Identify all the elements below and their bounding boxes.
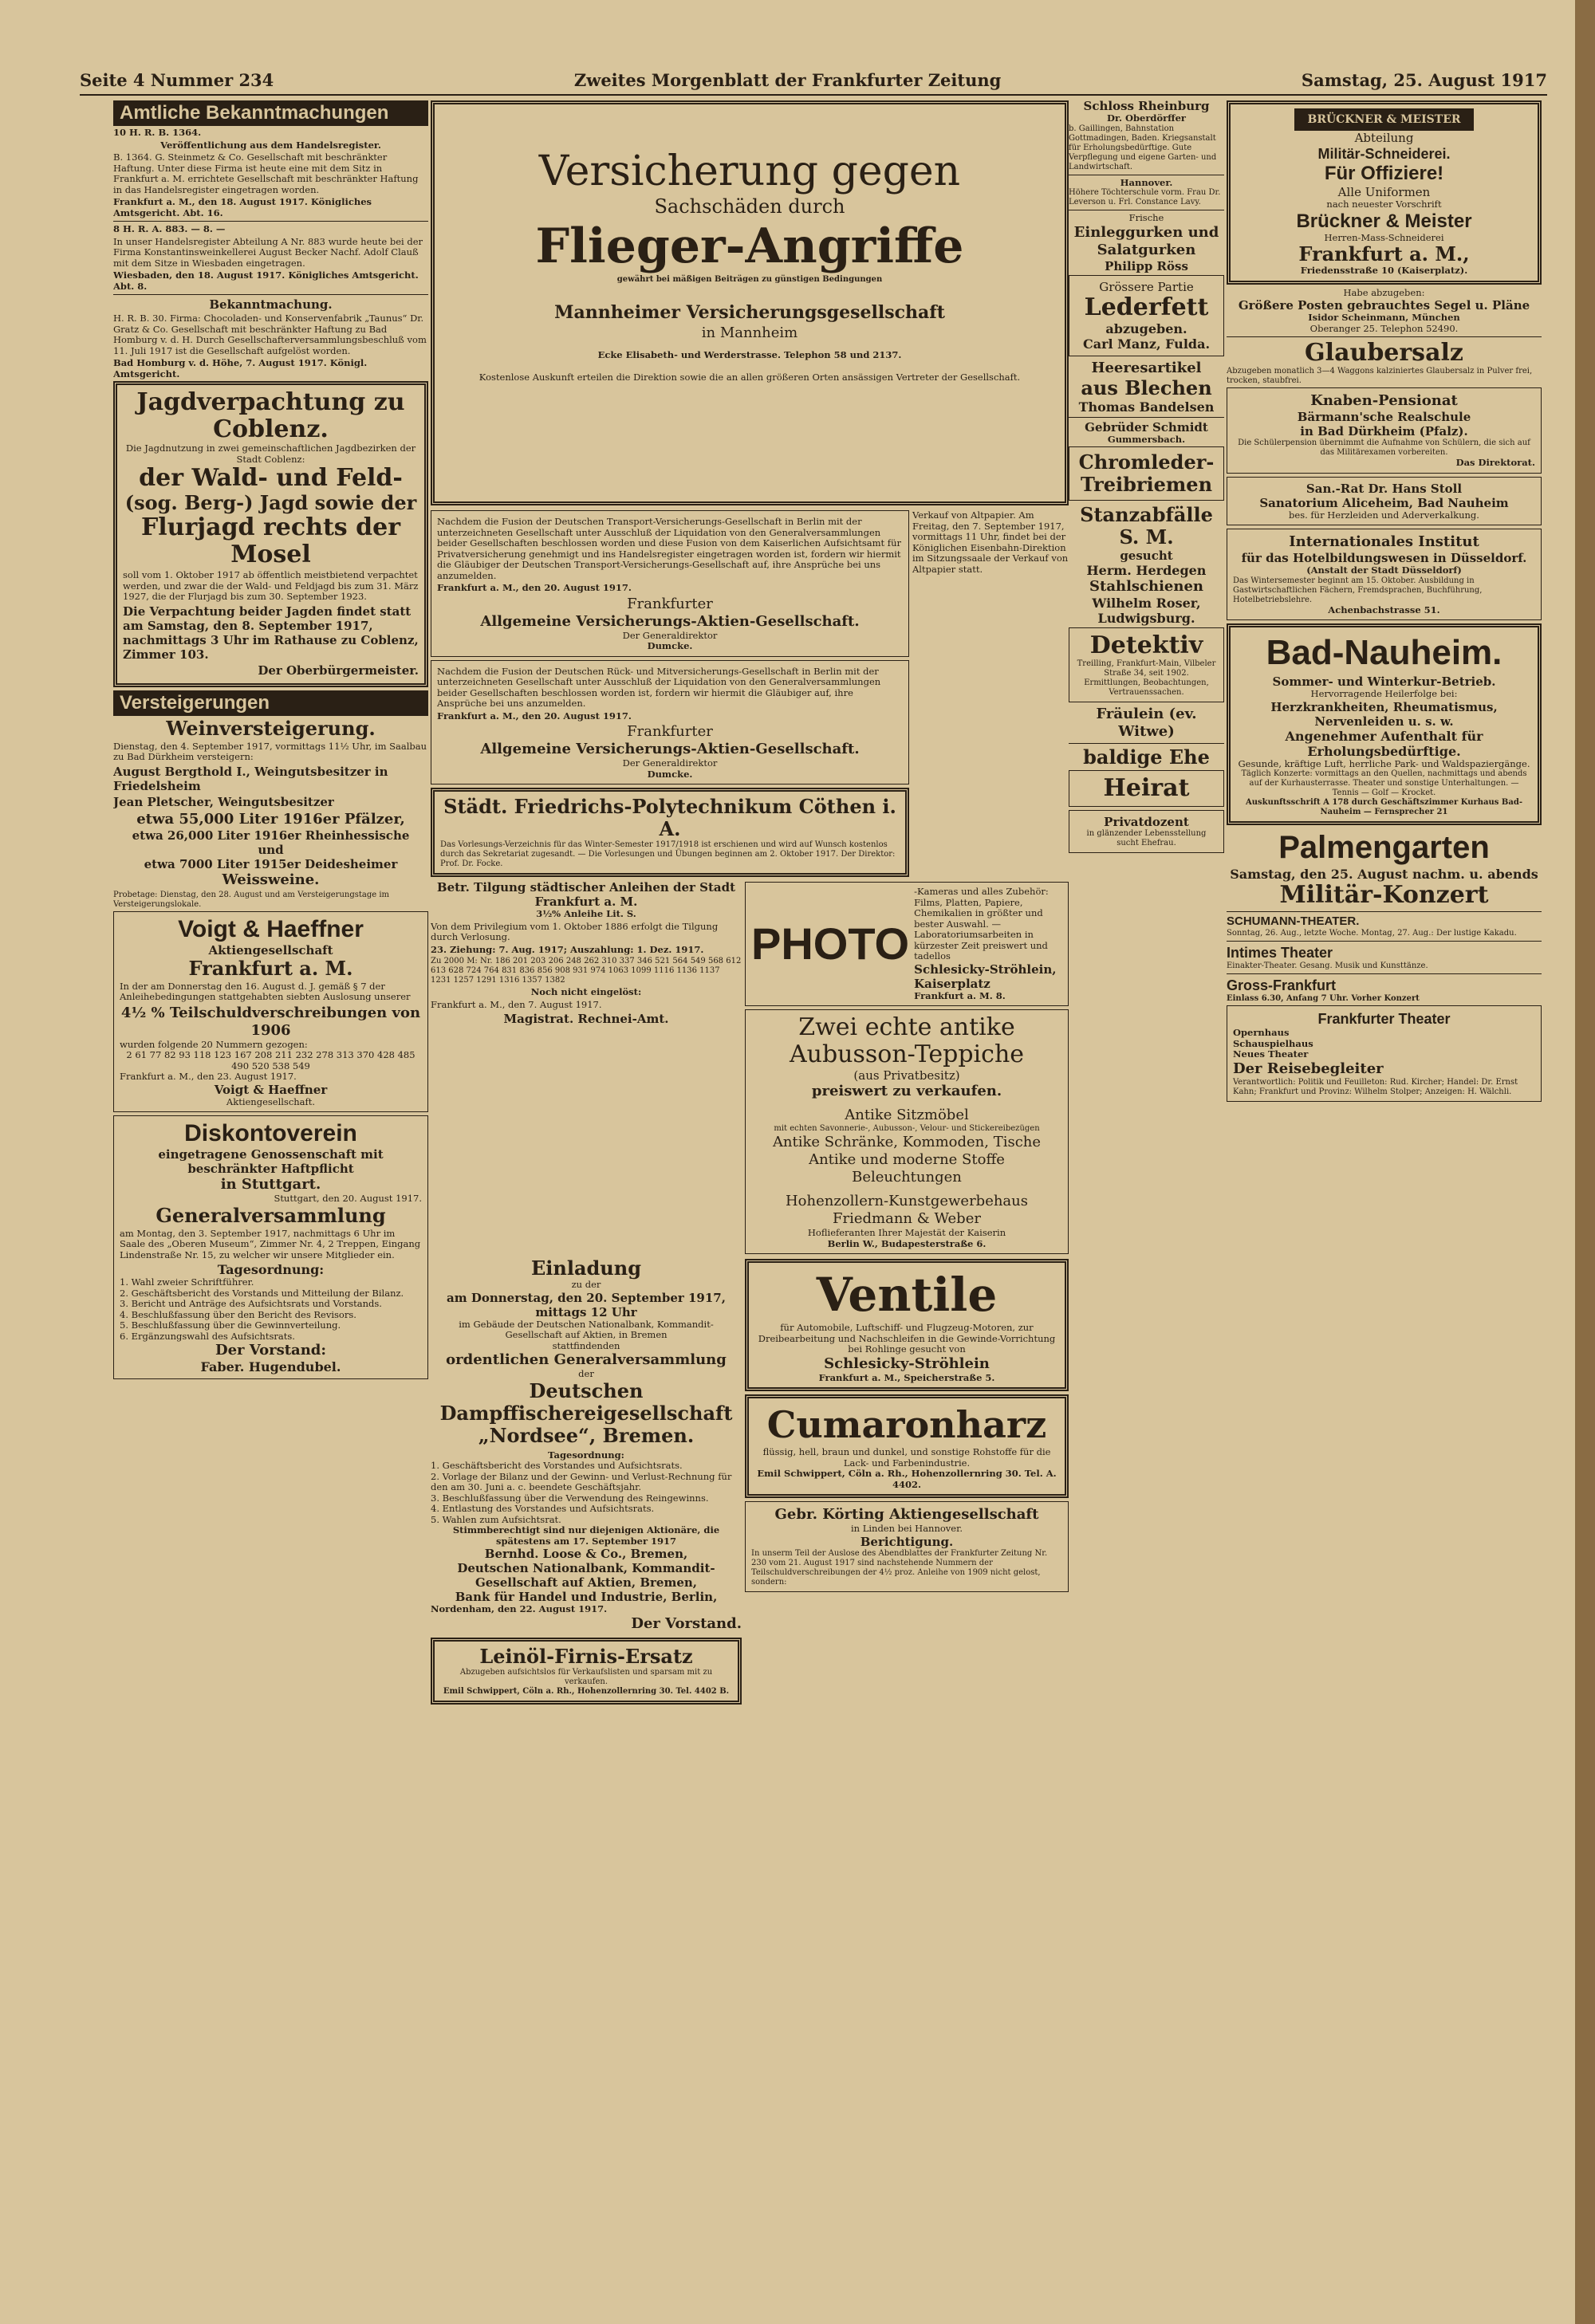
schloss-text: b. Gaillingen, Bahnstation Gottmadingen, Baden. Kriegsanstalt für Erholungsbedürftige. Gute Verpflegung und eigene Garten- und Landwirtschaft. — [1069, 124, 1217, 171]
schum-text: Sonntag, 26. Aug., letzte Woche. Montag, 27. Aug.: Der lustige Kakadu. — [1227, 929, 1517, 938]
br-herr: Herren-Mass-Schneiderei — [1324, 231, 1444, 243]
heer-co: Thomas Bandelsen — [1078, 399, 1215, 415]
vers-big: Flieger-Angriffe — [535, 218, 964, 274]
side-note-text: Verkauf von Altpapier. Am Freitag, den 7. September 1917, vormittags 11 Uhr, findet bei der Königlichen Eisenbahn-Direktion im Sitzungssaale der Verkauf von Altpapier statt. — [912, 509, 1069, 575]
vers-city: in Mannheim — [701, 324, 798, 341]
voigt-sig1: Frankfurt a. M., den 23. August 1917. — [120, 1071, 297, 1082]
palm-date: Samstag, den 25. August nachm. u. abends — [1230, 867, 1538, 882]
fus1-dir: Der Generaldirektor — [622, 629, 718, 641]
einl-bank1: Bernhd. Loose & Co., Bremen, — [484, 1547, 688, 1561]
side-notes — [912, 509, 1069, 880]
notice-hrb2 — [113, 224, 428, 292]
ad-einladung — [431, 1257, 742, 1708]
ad-lederfett — [1069, 275, 1224, 356]
column-4 — [1227, 99, 1542, 2292]
stahl-title: Stahlschienen — [1089, 578, 1203, 595]
knab-sig: Das Direktorat. — [1455, 457, 1535, 468]
poly-text: Das Vorlesungs-Verzeichnis für das Winter-Semester 1917/1918 ist erschienen und wird auf Wunsch kostenlos durch das Sekretariat zugesandt. — Die Vorlesungen und Übungen beginnen am 2. Oktober 1917. Der Direktor: Prof. Dr. Focke. — [440, 840, 896, 868]
einl-der: der — [578, 1368, 594, 1379]
ad-voigt-haeffner — [113, 911, 428, 1113]
einl-stat: stattfindenden — [552, 1339, 620, 1351]
photo-city: Frankfurt a. M. 8. — [914, 989, 1006, 1001]
vers-sub: Sachschäden durch — [654, 195, 845, 218]
ad-leinoel — [431, 1638, 742, 1705]
lein-co: Emil Schwippert, Cöln a. Rh., Hohenzollernring 30. Tel. 4402 B. — [443, 1686, 730, 1696]
br-city: Frankfurt a. M., — [1298, 242, 1470, 265]
disk-item: 1. Wahl zweier Schriftführer. — [120, 1276, 254, 1288]
photo-big: PHOTO — [751, 918, 910, 969]
br-uni: Alle Uniformen — [1337, 185, 1431, 199]
int-sub: für das Hotelbildungswesen in Düsseldorf. — [1241, 551, 1527, 565]
led-2: Lederfett — [1084, 293, 1209, 321]
kort-title: Gebr. Körting Aktiengesellschaft — [774, 1506, 1039, 1523]
column-1 — [113, 99, 428, 2292]
aub-addr: Berlin W., Budapesterstraße 6. — [827, 1237, 987, 1249]
fus2-text: Nachdem die Fusion der Deutschen Rück- und Mitversicherungs-Gesellschaft in Berlin mit der unterzeichneten Gesellschaft unter Ausschluß der Liquidation von den Generalversammlungen beider Gesellschaften beschlossen worden ist, fordern wir hiermit die Gläubiger auf, ihre Ansprüche bei uns anzumelden. — [437, 665, 881, 709]
fus2-co1: Frankfurter — [627, 723, 713, 740]
br-off: Für Offiziere! — [1324, 163, 1444, 184]
notice-hrb2-sig: Wiesbaden, den 18. August 1917. Königliches Amtsgericht. Abt. 8. — [113, 269, 419, 292]
notice-hrb2-no: 8 H. R. A. 883. — 8. — — [113, 223, 226, 234]
fus1-co1: Frankfurter — [627, 595, 713, 612]
fus1-co2: Allgemeine Versicherungs-Aktien-Gesellschaft. — [480, 612, 860, 630]
san-title: San.-Rat Dr. Hans Stoll — [1306, 481, 1463, 496]
vers-foot: Kostenlose Auskunft erteilen die Direktion sowie die an allen größeren Orten ansässigen Vertreter der Gesellschaft. — [478, 371, 1021, 383]
bad-ang: Angenehmer Aufenthalt für Erholungsbedürftige. — [1285, 728, 1483, 759]
row-einladung-ventile — [431, 1257, 1069, 1708]
poly-title: Städt. Friedrichs-Polytechnikum Cöthen i. A. — [443, 795, 896, 840]
led-co: Carl Manz, Fulda. — [1082, 336, 1211, 352]
knab-title: Knaben-Pensionat — [1310, 392, 1458, 409]
schloss-sub: Dr. Oberdörffer — [1106, 112, 1186, 124]
ad-heeresartikel — [1069, 360, 1224, 415]
vers-small: gewährt bei mäßigen Beiträgen zu günstigen Bedingungen — [616, 275, 883, 284]
knab-city: in Bad Dürkheim (Pfalz). — [1300, 424, 1468, 438]
einl-bank2: Deutschen Nationalbank, Kommandit-Gesellschaft auf Aktien, Bremen, — [457, 1561, 715, 1590]
hann-text: Höhere Töchterschule vorm. Frau Dr. Leverson u. Frl. Constance Lavy. — [1069, 188, 1221, 206]
notice-bekanntmachung — [113, 297, 428, 379]
aub-pr: preiswert zu verkaufen. — [811, 1083, 1002, 1099]
wein-foot: Probetage: Dienstag, den 28. August und am Versteigerungstage im Versteigerungslokale. — [113, 890, 390, 909]
palm-konz: Militär-Konzert — [1279, 881, 1489, 909]
einl-bank3: Bank für Handel und Industrie, Berlin, — [455, 1590, 718, 1604]
disk-sig: Der Vorstand: — [215, 1342, 327, 1359]
wein-text: Dienstag, den 4. September 1917, vormittags 11½ Uhr, im Saalbau zu Bad Dürkheim versteigern: — [113, 740, 427, 762]
einl-item: 2. Vorlage der Bilanz und der Gewinn- und Verlust-Rechnung für den am 30. Juni a. c. beendete Geschäftsjahr. — [431, 1470, 732, 1492]
aub-l1: Antike Sitzmöbel — [845, 1107, 969, 1123]
jagd-sig: Der Oberbürgermeister. — [258, 663, 419, 678]
til-mag: Magistrat. Rechnei-Amt. — [503, 1012, 669, 1026]
aub-title2: Aubusson-Teppiche — [789, 1040, 1025, 1068]
jagd-big3: Flurjagd rechts der Mosel — [140, 513, 401, 568]
header-left: Seite 4 Nummer 234 — [80, 70, 274, 90]
jagd-title: Jagdverpachtung zu Coblenz. — [136, 388, 405, 443]
priv-title: Privatdozent — [1104, 815, 1189, 829]
row-fusion-stanz — [431, 509, 1069, 880]
det-title: Detektiv — [1089, 631, 1203, 659]
fth-title: Frankfurter Theater — [1317, 1011, 1451, 1027]
til-zieh: 23. Ziehung: 7. Aug. 1917; Auszahlung: 1. Dez. 1917. — [431, 943, 704, 955]
aub-co: Hohenzollern-Kunstgewerbehaus — [785, 1193, 1028, 1209]
voigt-nums: 2 61 77 82 93 118 123 167 208 211 232 278 313 370 428 485 490 520 538 549 — [126, 1049, 415, 1072]
int-text: Das Wintersemester beginnt am 15. Oktober. Ausbildung in Gastwirtschaftlichen Fächern, Fremdsprachen, Buchführung, Hotelbetriebslehre. — [1233, 576, 1483, 604]
einl-item: 4. Entlastung des Vorstandes und Aufsichtsrats. — [431, 1503, 655, 1514]
ad-institut — [1227, 529, 1542, 620]
ad-knabenpensionat — [1227, 387, 1542, 474]
ad-gurken — [1069, 213, 1224, 273]
gross-title: Gross-Frankfurt — [1227, 977, 1337, 993]
voigt-sig3: Aktiengesellschaft. — [226, 1095, 316, 1107]
ad-jagdverpachtung — [113, 381, 428, 687]
led-3: abzugeben. — [1105, 320, 1187, 336]
fth-schau: Schauspielhaus — [1233, 1037, 1313, 1049]
jagd-text: soll vom 1. Oktober 1917 ab öffentlich meistbietend verpachtet werden, und zwar die der Wald- und Feldjagd bis zum 31. März 1927, die der Flurjagd bis zum 30. September 1923. — [123, 569, 419, 602]
cuma-big: Cumaronharz — [766, 1403, 1047, 1446]
ad-weinversteigerung — [113, 718, 428, 910]
knab-sub: Bärmann'sche Realschule — [1297, 410, 1471, 424]
page-header — [80, 70, 1547, 96]
segel-co: Isidor Scheinmann, München — [1308, 312, 1460, 323]
bad-text: Hervorragende Heilerfolge bei: — [1310, 688, 1458, 699]
ad-palmengarten — [1227, 828, 1542, 909]
voigt-title: Voigt & Haeffner — [178, 915, 364, 942]
disk-item: 4. Beschlußfassung über den Bericht des Revisors. — [120, 1308, 356, 1320]
ad-stahlschienen — [1069, 578, 1224, 626]
photo-text: -Kameras und alles Zubehör: Films, Platten, Papiere, Chemikalien in größter und bester Auswahl. — Laboratoriumsarbeiten in kürzester Zeit preiswert und tadellos — [914, 886, 1049, 961]
ad-ehe — [1069, 746, 1224, 769]
disk-sub: eingetragene Genossenschaft mit beschränkter Haftpflicht — [158, 1147, 384, 1176]
ad-ventile — [745, 1259, 1069, 1391]
stanz-title: Stanzabfälle S. M. — [1080, 503, 1213, 549]
knab-text: Die Schülerpension übernimmt die Aufnahme von Schülern, die sich auf das Militärexamen vorbereiten. — [1238, 438, 1530, 457]
tilgung-block — [431, 880, 742, 1257]
int-addr: Achenbachstrasse 51. — [1328, 604, 1440, 615]
til-sig: Frankfurt a. M., den 7. August 1917. — [431, 998, 602, 1010]
voigt-text2: wurden folgende 20 Nummern gezogen: — [120, 1038, 308, 1050]
disk-item: 3. Bericht und Anträge des Aufsichtsrats und Vorstands. — [120, 1298, 382, 1309]
einl-city: Nordenham, den 22. August 1917. — [431, 1603, 608, 1614]
chrom-2: Treibriemen — [1080, 473, 1213, 496]
br-mil: Militär-Schneiderei. — [1317, 146, 1451, 162]
led-1: Grössere Partie — [1099, 279, 1194, 294]
segel-title: Habe abzugeben: — [1343, 286, 1425, 298]
ad-sanatorium — [1227, 477, 1542, 526]
cuma-co: Emil Schwippert, Cöln a. Rh., Hohenzollernring 30. Tel. A. 4402. — [757, 1468, 1057, 1490]
ad-stanzabfaelle — [1069, 504, 1224, 578]
row-tilgung-photo — [431, 880, 1069, 1257]
glauber-text: Abzugeben monatlich 3—4 Waggons kalziniertes Glaubersalz in Pulver frei, trocken, staubfrei. — [1227, 367, 1533, 385]
vent-big: Ventile — [816, 1268, 998, 1322]
fth-reise: Der Reisebegleiter — [1233, 1060, 1384, 1077]
wilh-city: Ludwigsburg. — [1097, 611, 1195, 626]
gebr-title: Gebrüder Schmidt — [1085, 419, 1208, 435]
ad-gross-frankfurt — [1227, 977, 1542, 1004]
ad-gebr-schmidt — [1069, 420, 1224, 446]
ad-schumann — [1227, 914, 1542, 938]
voigt-text: In der am Donnerstag den 16. August d. J. gemäß § 7 der Anleihebedingungen stattgehabten siebten Auslosung unserer — [120, 980, 411, 1002]
ad-fusion-1 — [431, 510, 909, 657]
ad-schloss-rheinburg — [1069, 99, 1224, 172]
ad-versicherung — [431, 100, 1069, 505]
fus1-date: Frankfurt a. M., den 20. August 1917. — [437, 582, 632, 593]
gurk-2: Einleggurken und Salatgurken — [1073, 223, 1219, 258]
chrom-1: Chromleder- — [1078, 450, 1215, 474]
voigt-city: Frankfurt a. M. — [188, 956, 353, 980]
notice-hrb1 — [113, 128, 428, 218]
heer-1: Heeresartikel — [1091, 359, 1202, 376]
einl-title: Einladung — [531, 1256, 641, 1280]
bek-sig: Bad Homburg v. d. Höhe, 7. August 1917. Königl. Amtsgericht. — [113, 357, 368, 379]
wein-title: Weinversteigerung. — [166, 716, 376, 740]
frl-title: Fräulein (ev. Witwe) — [1096, 706, 1197, 740]
aub-l4: Beleuchtungen — [852, 1169, 962, 1186]
ad-fusion-2 — [431, 660, 909, 785]
gebr-sub: Gummersbach. — [1107, 433, 1186, 445]
jagd-bold: Die Verpachtung beider Jagden findet statt am Samstag, den 8. September 1917, nachmittags 3 Uhr im Rathause zu Coblenz, Zimmer 103. — [123, 604, 419, 662]
fus2-dir: Der Generaldirektor — [622, 757, 718, 769]
priv-text: in glänzender Lebensstellung sucht Ehefrau. — [1086, 829, 1207, 847]
vers-co: Mannheimer Versicherungsgesellschaft — [554, 302, 945, 323]
disk-item: 2. Geschäftsbericht des Vorstands und Mitteilung der Bilanz. — [120, 1287, 404, 1299]
notice-hrb1-no: 10 H. R. B. 1364. — [113, 127, 202, 138]
bek-text: H. R. B. 30. Firma: Chocoladen- und Konservenfabrik „Taunus“ Dr. Gratz & Co. Gesellschaft mit beschränkter Haftung zu Bad Homburg v. d. H. Durch Gesellschafterversammlungsbeschluß vom 11. Juli 1917 ist die Gesellschaft aufgelöst worden. — [113, 313, 427, 356]
ad-hannover — [1069, 178, 1224, 208]
ad-frankfurter-theater — [1227, 1005, 1542, 1102]
disk-gv: Generalversammlung — [156, 1203, 386, 1227]
segel-big: Größere Posten gebrauchtes Segel u. Pläne — [1238, 298, 1530, 313]
ad-photo — [745, 882, 1069, 1006]
ad-cumaronharz — [745, 1394, 1069, 1498]
ventile-block — [745, 1257, 1069, 1708]
fth-verant: Verantwortlich: Politik und Feuilleton: Rud. Kircher; Handel: Dr. Ernst Kahn; Frankfurt und Provinz: Wilhelm Stolper; Anzeigen: H. Wälchli. — [1233, 1077, 1518, 1096]
einl-loc: im Gebäude der Deutschen Nationalbank, Kommandit-Gesellschaft auf Aktien, in Bremen — [459, 1318, 714, 1340]
br-co: Brückner & Meister — [1296, 210, 1472, 232]
einl-zur: zu der — [571, 1279, 601, 1290]
notice-hrb2-text: In unser Handelsregister Abteilung A Nr. 883 wurde heute bei der Firma Konstantinsweinkellerei August Becker Nachf. Adolf Clauß mit dem Sitze in Wiesbaden eingetragen. — [113, 235, 423, 269]
disk-text: am Montag, den 3. September 1917, nachmittags 6 Uhr im Saale des „Oberen Museum“, Zimmer Nr. 4, 2 Treppen, Eingang Lindenstraße Nr. 15, zu welcher wir unsere Mitglieder ein. — [120, 1227, 421, 1260]
br-nach: nach neuester Vorschrift — [1326, 199, 1442, 210]
vers-addr: Ecke Elisabeth- und Werderstrasse. Telephon 58 und 2137. — [597, 349, 902, 360]
notice-hrb1-sig: Frankfurt a. M., den 18. August 1917. Königliches Amtsgericht. Abt. 16. — [113, 196, 372, 218]
intim-text: Einakter-Theater. Gesang. Musik und Kunsttänze. — [1227, 961, 1428, 970]
palm-title: Palmengarten — [1278, 830, 1490, 865]
til-sub: 3½% Anleihe Lit. S. — [536, 908, 636, 919]
jagd-big2: (sog. Berg-) Jagd sowie der — [124, 491, 417, 514]
header-center: Zweites Morgenblatt der Frankfurter Zeitung — [573, 70, 1002, 90]
stanz-sub: gesucht — [1120, 549, 1173, 563]
einl-item: 1. Geschäftsbericht des Vorstandes und Aufsichtsrats. — [431, 1460, 683, 1471]
br-logo: BRÜCKNER & MEISTER — [1294, 108, 1473, 131]
ad-intimes — [1227, 944, 1542, 971]
kort-city: in Linden bei Hannover. — [850, 1523, 963, 1534]
einl-tag: Tagesordnung: — [548, 1449, 624, 1461]
disk-item: 5. Beschlußfassung über die Gewinnverteilung. — [120, 1319, 341, 1331]
column-2 — [431, 99, 1069, 2292]
bad-konz: Täglich Konzerte: vormittags an den Quellen, nachmittags und abends auf der Kurhausterrasse. Theater und sonstige Unterhaltungen. — Tennis — Golf — Krocket. — [1241, 769, 1527, 797]
voigt-sub: Aktiengesellschaft — [208, 942, 333, 958]
br-abt: Abteilung — [1354, 131, 1414, 145]
ad-polytechnikum — [431, 788, 909, 877]
intim-title: Intimes Theater — [1227, 945, 1333, 961]
bad-text2: Gesunde, kräftige Luft, herrliche Park- und Waldspaziergänge. — [1238, 757, 1530, 769]
ad-fraeulein — [1069, 706, 1224, 741]
br-addr: Friedensstraße 10 (Kaiserplatz). — [1300, 265, 1468, 276]
ad-glaubersalz — [1227, 340, 1542, 386]
ad-privatdozent — [1069, 810, 1224, 853]
bek-title: Bekanntmachung. — [209, 297, 333, 312]
bad-ausk: Auskunftsschrift A 178 durch Geschäftszimmer Kurhaus Bad-Nauheim — Fernsprecher 21 — [1246, 798, 1522, 816]
stanz-co: Herm. Herdegen — [1086, 563, 1207, 578]
einl-co2: „Nordsee“, Bremen. — [478, 1423, 695, 1447]
voigt-big: 4½ % Teilschuldverschreibungen von 1906 — [120, 1004, 421, 1039]
ad-diskontoverein — [113, 1115, 428, 1379]
lein-title: Leinöl-Firnis-Ersatz — [479, 1644, 693, 1668]
disk-tag: Tagesordnung: — [217, 1262, 325, 1277]
einl-items — [431, 1461, 742, 1525]
bad-title: Bad-Nauheim. — [1266, 633, 1502, 672]
wein-l5: Weissweine. — [222, 871, 320, 888]
column-3 — [1069, 99, 1224, 2292]
heirat-title: Heirat — [1103, 774, 1190, 802]
wein-l4: etwa 7000 Liter 1915er Deidesheimer — [144, 856, 398, 871]
fus1-name: Dumcke. — [647, 640, 693, 651]
ad-bad-nauheim — [1227, 623, 1542, 825]
aub-l3: Antike und moderne Stoffe — [809, 1151, 1005, 1168]
notice-hrb1-title: Veröffentlichung aus dem Handelsregister. — [160, 139, 381, 151]
fth-oper: Opernhaus — [1233, 1027, 1290, 1038]
disk-item: 6. Ergänzungswahl des Aufsichtsrats. — [120, 1330, 295, 1342]
jagd-big1: der Wald- und Feld- — [139, 464, 403, 492]
disk-title: Diskontoverein — [184, 1120, 357, 1146]
ad-segel — [1227, 288, 1542, 335]
ad-chromleder — [1069, 446, 1224, 501]
notice-hrb1-text: B. 1364. G. Steinmetz & Co. Gesellschaft mit beschränkter Haftung. Unter diese Firma ist heute eine mit dem Sitz in Frankfurt a. M. errichtete Gesellschaft mit beschränkter Haftung in das Handelsregister eingetragen worden. — [113, 151, 419, 195]
ad-aubusson — [745, 1009, 1069, 1254]
section-versteigerungen: Versteigerungen — [113, 690, 428, 716]
aub-title1: Zwei echte antike — [798, 1013, 1015, 1041]
aub-l2: Antike Schränke, Kommoden, Tische — [772, 1134, 1042, 1150]
ad-heirat — [1069, 770, 1224, 807]
lein-text: Abzugeben aufsichtslos für Verkaufslisten und sparsam mit zu verkaufen. — [459, 1667, 713, 1686]
fus1-text: Nachdem die Fusion der Deutschen Transport-Versicherungs-Gesellschaft in Berlin mit der unterzeichneten Gesellschaft unter Ausschluß der Liquidation von den Generalversammlungen beider Gesellschaften beschlossen worden und diese Fusion von dem Kaiserlichen Aufsichtsamt für Privatversicherung genehmigt und ins Handelsregister eingetragen worden ist, fordern wir hiermit die Gläubiger der Deutschen Transport-Versicherungs-Gesellschaft auf, ihre Ansprüche bei uns anzumelden. — [437, 516, 901, 581]
book-binding-edge — [1575, 0, 1595, 2324]
section-amtliche: Amtliche Bekanntmachungen — [113, 100, 428, 126]
aub-l1s: mit echten Savonnerie-, Aubusson-, Velour- und Stickereibezügen — [774, 1124, 1040, 1133]
til-text: Von dem Privilegium vom 1. Oktober 1886 erfolgt die Tilgung durch Verlosung. — [431, 920, 719, 942]
wein-p1: August Bergthold I., Weingutsbesitzer in Friedelsheim — [113, 764, 388, 793]
til-noch: Noch nicht eingelöst: — [530, 986, 642, 997]
einl-date: am Donnerstag, den 20. September 1917, mittags 12 Uhr — [447, 1290, 726, 1319]
einl-sig: Der Vorstand. — [631, 1614, 742, 1632]
int-sub2: (Anstalt der Stadt Düsseldorf) — [1306, 564, 1462, 576]
bad-list: Herzkrankheiten, Rheumatismus, Nervenleiden u. s. w. — [1270, 699, 1498, 729]
det-text: Treilling, Frankfurt-Main, Vilbeler Straße 34, seit 1902. Ermittlungen, Beobachtungen, Vertrauenssachen. — [1077, 659, 1216, 697]
bad-sub: Sommer- und Winterkur-Betrieb. — [1272, 674, 1496, 689]
fus2-date: Frankfurt a. M., den 20. August 1917. — [437, 710, 632, 722]
einl-co: Deutschen Dampffischereigesellschaft — [439, 1378, 733, 1425]
kort-text: In unserm Teil der Auslose des Abendblattes der Frankfurter Zeitung Nr. 230 vom 21. August 1917 sind nachstehende Nummern der Teilschuldverschreibungen der 4½ proz. Anleihe von 1909 nicht gelost, sondern: — [751, 1548, 1048, 1587]
san-sub: Sanatorium Aliceheim, Bad Nauheim — [1259, 495, 1509, 510]
ehe-title: baldige Ehe — [1083, 745, 1210, 769]
wein-l2: etwa 26,000 Liter 1916er Rheinhessische — [132, 828, 410, 843]
einl-item: 3. Beschlußfassung über die Verwendung des Reingewinns. — [431, 1492, 709, 1504]
jagd-sub: Die Jagdnutzung in zwei gemeinschaftlichen Jagdbezirken der Stadt Coblenz: — [125, 442, 416, 465]
wein-p2: Jean Pletscher, Weingutsbesitzer — [113, 794, 334, 809]
einl-item: 5. Wahlen zum Aufsichtsrat. — [431, 1513, 561, 1525]
disk-items — [120, 1277, 422, 1342]
glauber-title: Glaubersalz — [1305, 339, 1463, 367]
vent-text: für Automobile, Luftschiff- und Flugzeug-Motoren, zur Dreibearbeitung und Nachschleifen in die Gewinde-Vorrichtung bei Rohlinge gesucht von — [758, 1322, 1056, 1355]
schloss-title: Schloss Rheinburg — [1083, 99, 1210, 113]
ad-koerting — [745, 1501, 1069, 1592]
schum-title: SCHUMANN-THEATER. — [1227, 914, 1360, 928]
vers-title: Versicherung gegen — [538, 147, 961, 195]
fth-neues: Neues Theater — [1233, 1048, 1309, 1060]
disk-date: Stuttgart, den 20. August 1917. — [274, 1193, 422, 1204]
vent-city: Frankfurt a. M., Speicherstraße 5. — [818, 1371, 995, 1383]
voigt-sig2: Voigt & Haeffner — [214, 1082, 328, 1097]
gurk-1: Frische — [1128, 212, 1164, 223]
hann-title: Hannover. — [1120, 176, 1173, 188]
wein-l1: etwa 55,000 Liter 1916er Pfälzer, — [136, 810, 405, 828]
segel-addr: Oberanger 25. Telephon 52490. — [1309, 322, 1459, 334]
gross-text: Einlass 6.30, Anfang 7 Uhr. Vorher Konzert — [1227, 994, 1420, 1003]
einl-stimm: Stimmberechtigt sind nur diejenigen Aktionäre, die spätestens am 17. September 1917 — [452, 1524, 720, 1547]
header-right: Samstag, 25. August 1917 — [1301, 70, 1547, 90]
gurk-co: Philipp Röss — [1105, 258, 1188, 273]
int-title: Internationales Institut — [1289, 533, 1479, 550]
cuma-text: flüssig, hell, braun und dunkel, und sonstige Rohstoffe für die Lack- und Farbenindustrie. — [762, 1446, 1051, 1469]
wilh-name: Wilhelm Roser, — [1092, 596, 1201, 611]
heer-2: aus Blechen — [1081, 376, 1212, 399]
aub-hof: Hoflieferanten Ihrer Majestät der Kaiserin — [807, 1227, 1006, 1238]
einl-gv: ordentlichen Generalversammlung — [446, 1351, 727, 1368]
ad-brueckner-meister — [1227, 100, 1542, 285]
kort-sub: Berichtigung. — [860, 1534, 954, 1549]
vent-co: Schlesicky-Ströhlein — [824, 1355, 990, 1372]
til-nums: Zu 2000 M: Nr. 186 201 203 206 248 262 310 337 346 521 564 549 568 612 613 628 724 764 831 836 856 908 931 974 1063 1099 1116 1136 1137 1231 1257 1291 1316 1357 1382 — [431, 957, 742, 985]
til-title: Betr. Tilgung städtischer Anleihen der Stadt Frankfurt a. M. — [436, 880, 736, 909]
ad-detektiv — [1069, 627, 1224, 702]
disk-names: Faber. Hugendubel. — [200, 1359, 341, 1374]
photo-aubusson-block — [745, 880, 1069, 1257]
fus2-co2: Allgemeine Versicherungs-Aktien-Gesellschaft. — [480, 741, 860, 757]
wein-l3: und — [258, 842, 284, 857]
aub-sub: (aus Privatbesitz) — [853, 1068, 960, 1083]
photo-co: Schlesicky-Ströhlein, Kaiserplatz — [914, 961, 1057, 991]
fusion-column — [431, 509, 909, 880]
aub-co2: Friedmann & Weber — [833, 1210, 981, 1227]
san-text: bes. für Herzleiden und Aderverkalkung. — [1289, 509, 1479, 521]
fus2-name: Dumcke. — [647, 768, 693, 780]
disk-city: in Stuttgart. — [220, 1176, 321, 1193]
